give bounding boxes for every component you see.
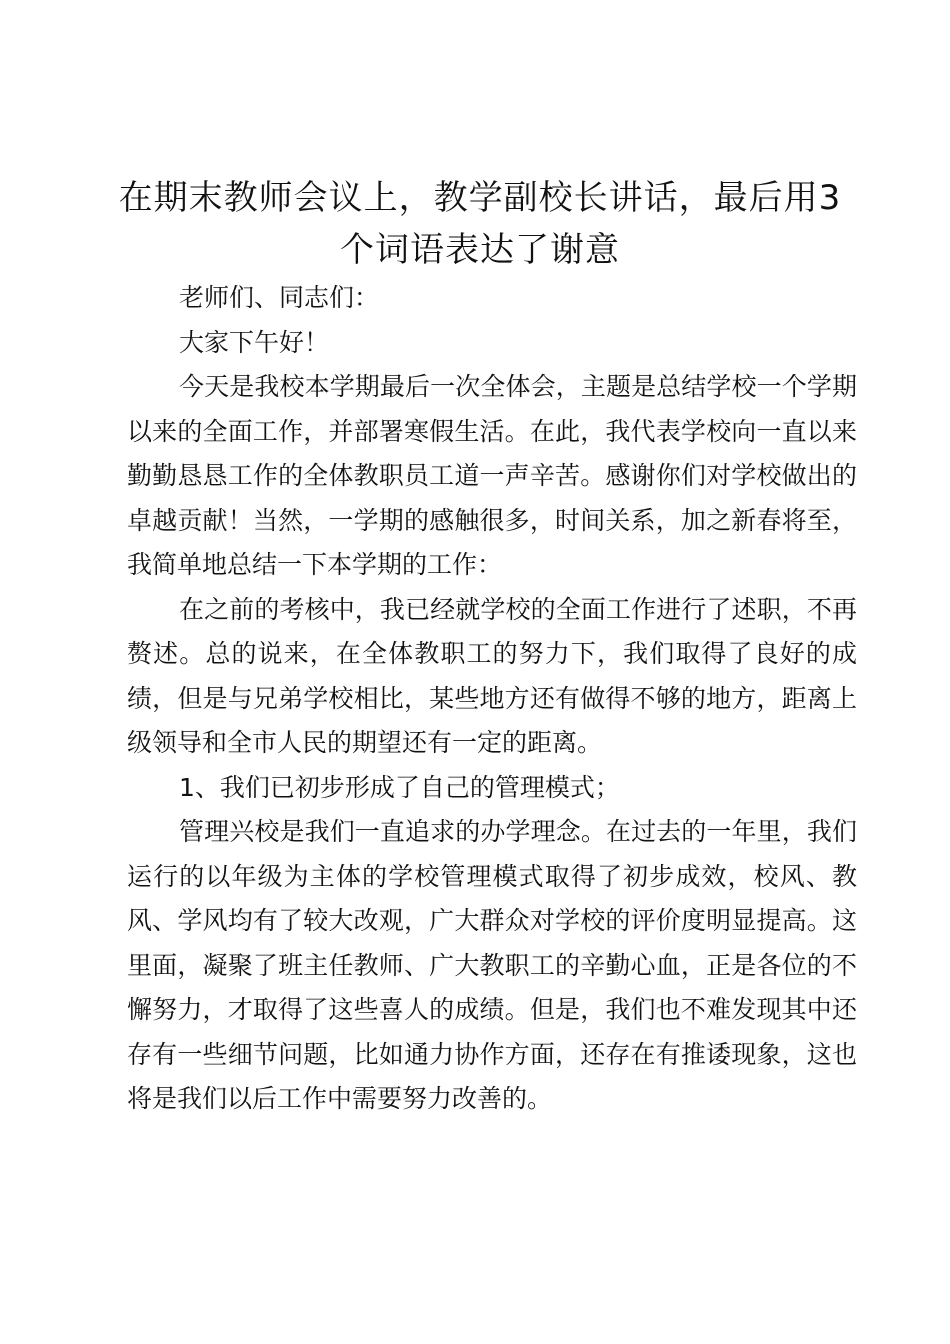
document-title: 在期末教师会议上，教学副校长讲话，最后用3个词语表达了谢意 xyxy=(118,178,842,270)
paragraph-review: 在之前的考核中，我已经就学校的全面工作进行了述职，不再赘述。总的说来，在全体教职工的努力下，我们取得了良好的成绩，但是与兄弟学校相比，某些地方还有做得不够的地方，距离上级领导和全市人民的期望还有一定的距离。 xyxy=(127,594,857,757)
paragraph-point-1-detail: 管理兴校是我们一直追求的办学理念。在过去的一年里，我们运行的以年级为主体的学校管理模式取得了初步成效，校风、教风、学风均有了较大改观，广大群众对学校的评价度明显提高。这里面，凝聚了班主任教师、广大教职工的辛勤心血，正是各位的不懈努力，才取得了这些喜人的成绩。但是，我们也不难发现其中还存有一些细节问题，比如通力协作方面，还存在有推诿现象，这也将是我们以后工作中需要努力改善的。 xyxy=(127,817,857,1113)
paragraph-salutation: 大家下午好！ xyxy=(179,327,330,357)
paragraph-point-1-heading: 1、我们已初步形成了自己的管理模式； xyxy=(179,772,620,802)
document-body xyxy=(127,276,857,1122)
paragraph-intro: 今天是我校本学期最后一次全体会，主题是总结学校一个学期以来的全面工作，并部署寒假生活。在此，我代表学校向一直以来勤勤恳恳工作的全体教职员工道一声辛苦。感谢你们对学校做出的卓越贡献！当然，一学期的感触很多，时间关系，加之新春将至，我简单地总结一下本学期的工作： xyxy=(127,372,857,579)
paragraph-greeting: 老师们、同志们： xyxy=(179,283,380,312)
